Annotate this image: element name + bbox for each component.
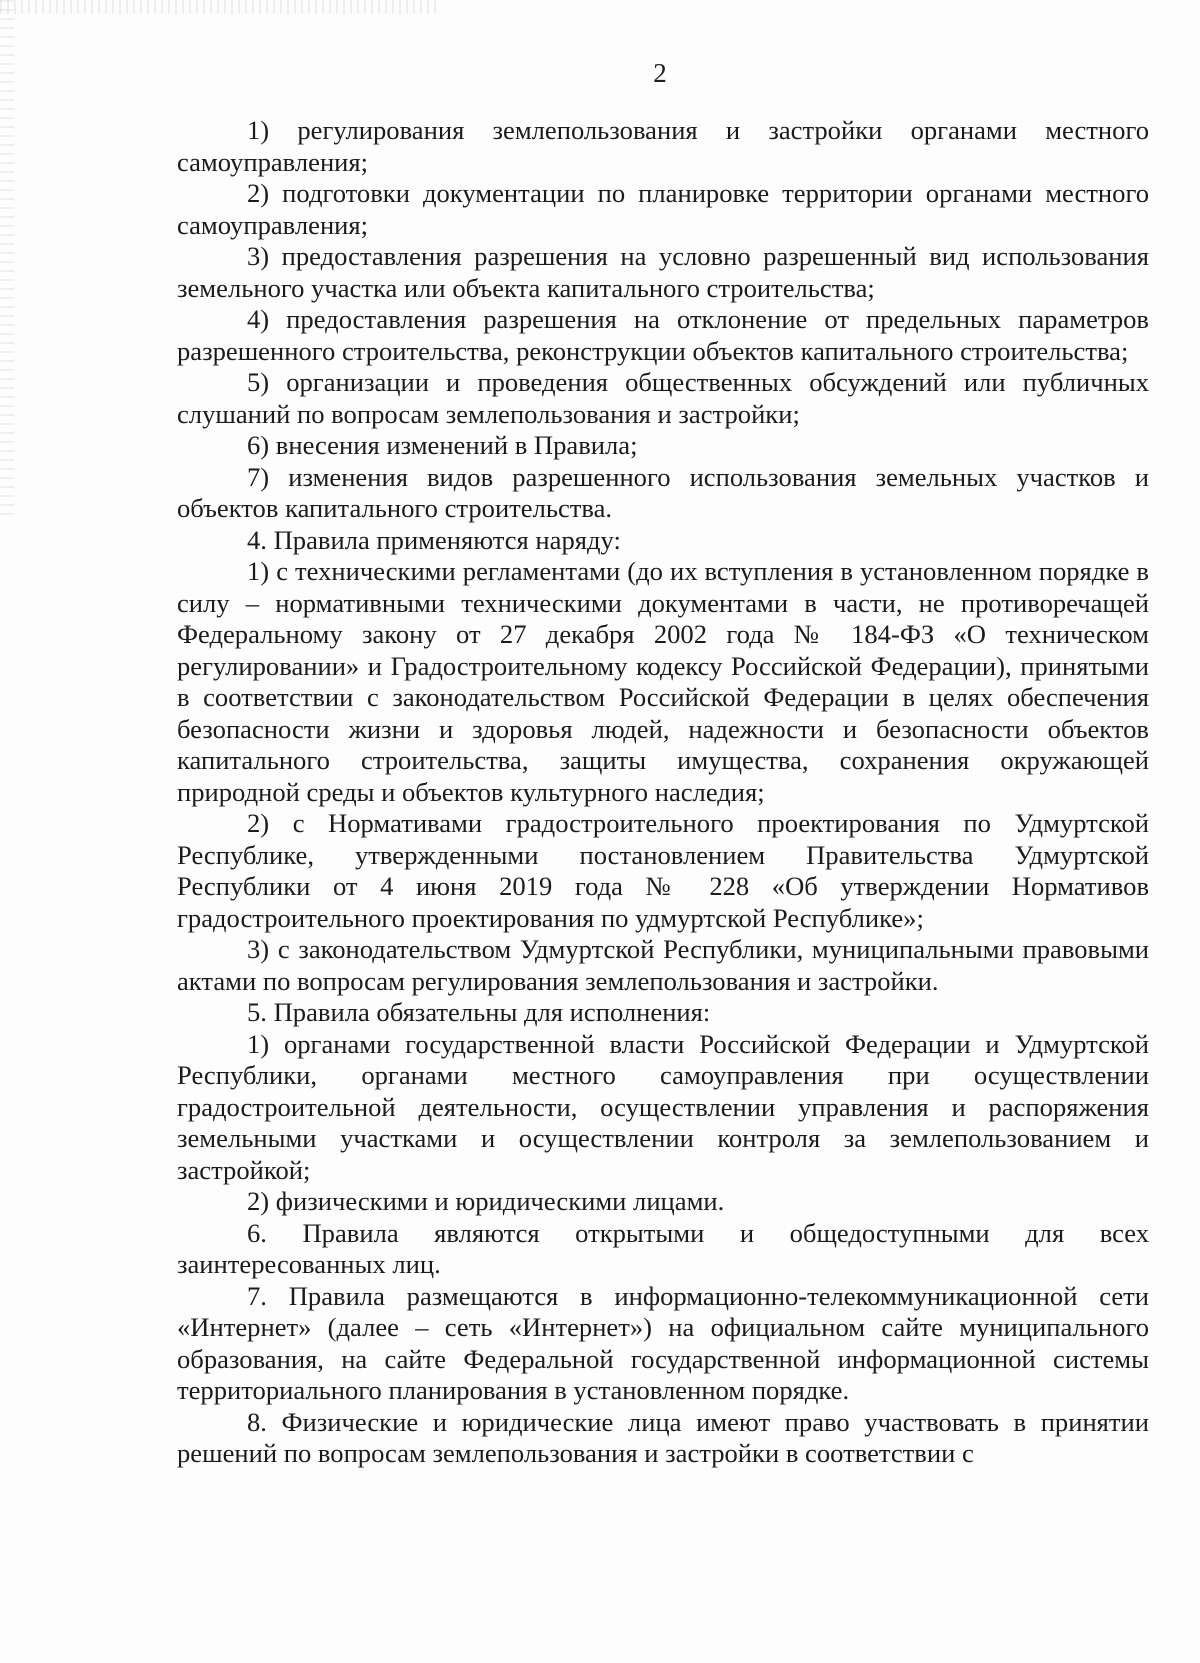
list-item: 2) физическими и юридическими лицами. [247, 1186, 725, 1216]
list-item: 2) с Нормативами градостроительного проектирования по Удмуртской Республике, утвержденными постановлением Правительства Удмуртской Республики от 4 июня 2019 года № 228 «Об утверждении Нормативов градостроительного проектирования по удмуртской Республике»; [177, 808, 1149, 933]
list-item: 1) с техническими регламентами (до их вступления в установленном порядке в силу – нормативными техническими документами в части, не противоречащей Федеральному закону от 27 декабря 2002 года № 184-ФЗ «О техническом регулировании» и Градостроительному кодексу Российской Федерации), принятыми в соответствии с законодательством Российской Федерации в целях обеспечения безопасности жизни и здоровья людей, надежности и безопасности объектов капитального строительства, защиты имущества, сохранения окружающей природной среды и объектов культурного наследия; [177, 556, 1149, 807]
list-item: 1) органами государственной власти Российской Федерации и Удмуртской Республики, органами местного самоуправления при осуществлении градостроительной деятельности, осуществлении управления и распоряжения земельными участками и осуществлении контроля за землепользованием и застройкой; [177, 1028, 1149, 1185]
list-item: 3) с законодательством Удмуртской Республики, муниципальными правовыми актами по вопросам регулирования землепользования и застройки. [177, 934, 1149, 996]
document-body [177, 115, 1149, 1470]
section-paragraph: 7. Правила размещаются в информационно-телекоммуникационной сети «Интернет» (далее – сеть «Интернет») на официальном сайте муниципального образования, на сайте Федеральной государственной информационной системы территориального планирования в установленном порядке. [177, 1280, 1149, 1405]
section-heading: 4. Правила применяются наряду: [247, 524, 621, 555]
list-item: 4) предоставления разрешения на отклонение от предельных параметров разрешенного строительства, реконструкции объектов капитального строительства; [177, 304, 1149, 366]
list-item: 7) изменения видов разрешенного использования земельных участков и объектов капитального строительства. [177, 461, 1149, 523]
list-item: 1) регулирования землепользования и застройки органами местного самоуправления; [177, 115, 1149, 177]
list-item: 5) организации и проведения общественных обсуждений или публичных слушаний по вопросам землепользования и застройки; [177, 367, 1149, 429]
list-item: 3) предоставления разрешения на условно разрешенный вид использования земельного участка или объекта капитального строительства; [177, 241, 1149, 303]
list-item: 6) внесения изменений в Правила; [247, 430, 638, 460]
list-item: 2) подготовки документации по планировке территории органами местного самоуправления; [177, 178, 1149, 240]
page-number: 2 [653, 58, 667, 88]
section-paragraph: 8. Физические и юридические лица имеют право участвовать в принятии решений по вопросам землепользования и застройки в соответствии с [177, 1406, 1149, 1468]
scan-artifact [0, 0, 440, 14]
section-heading: 5. Правила обязательны для исполнения: [247, 997, 711, 1027]
section-paragraph: 6. Правила являются открытыми и общедоступными для всех заинтересованных лиц. [177, 1217, 1149, 1279]
